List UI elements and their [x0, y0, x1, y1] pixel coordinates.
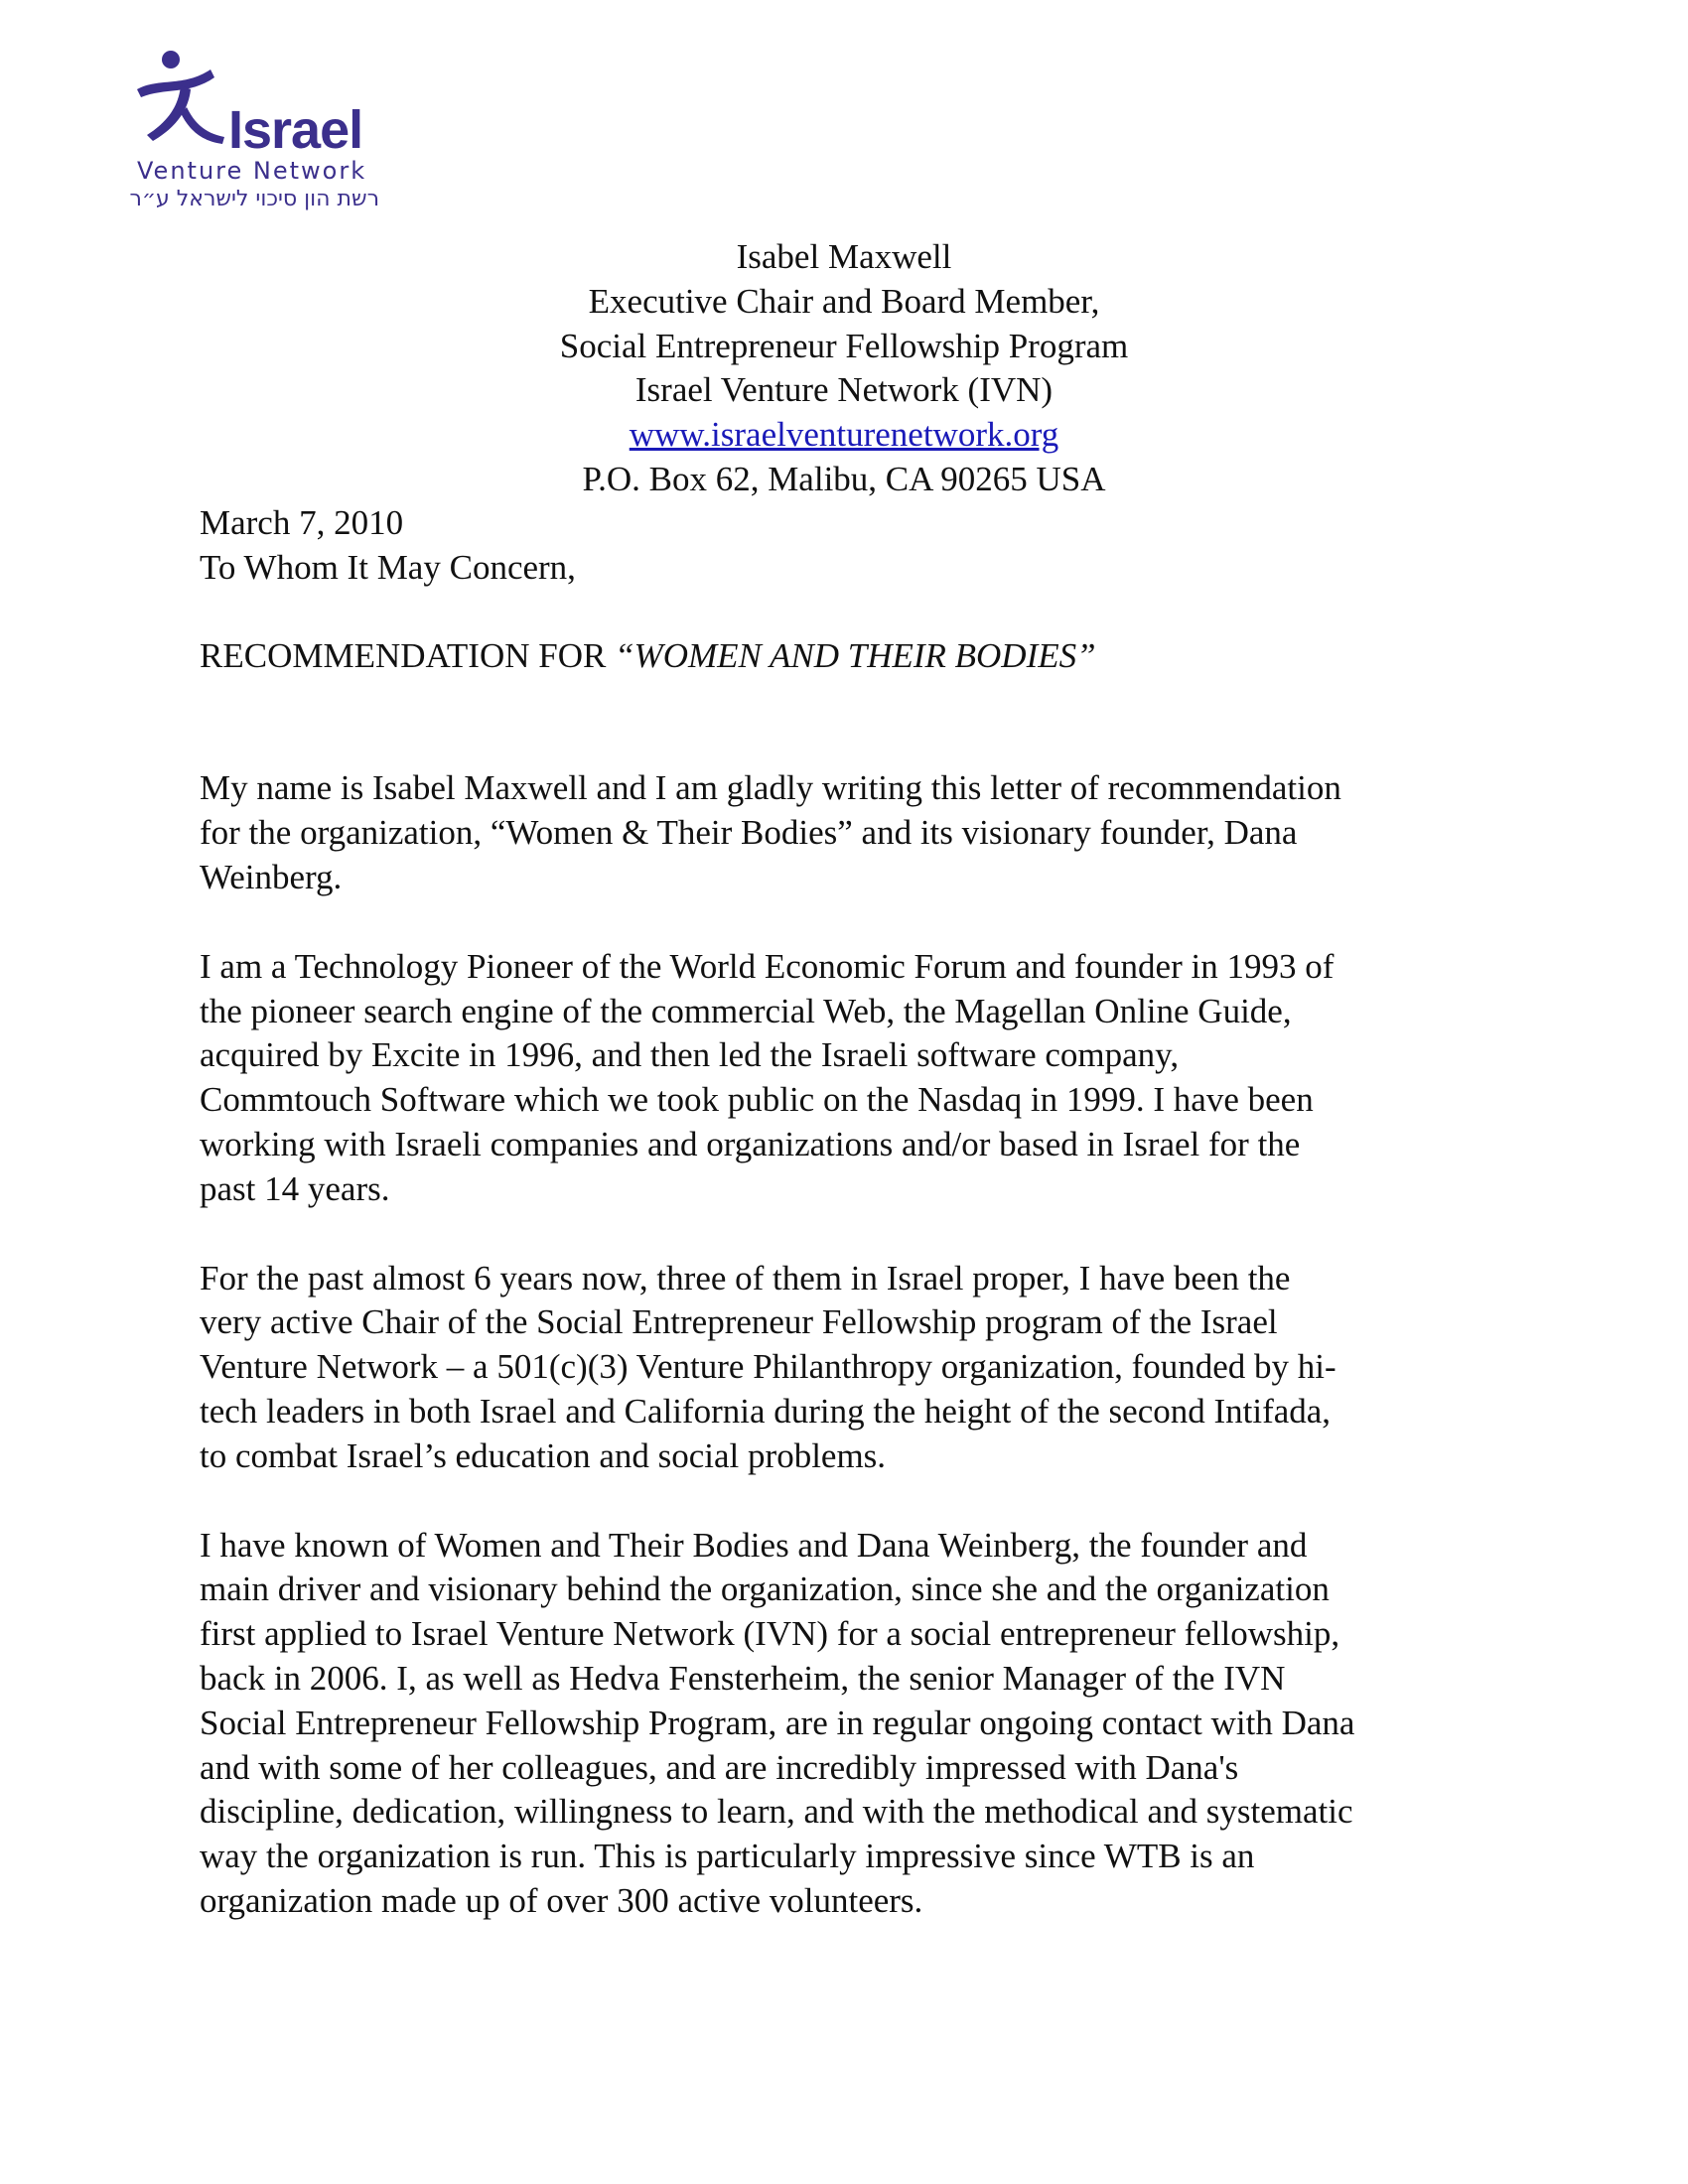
sender-program: Social Entrepreneur Fellowship Program: [559, 326, 1129, 365]
paragraph-line: very active Chair of the Social Entrepreneur Fellowship program of the Israel: [200, 1302, 1278, 1342]
letter-body: [200, 501, 1500, 1924]
paragraph-line: back in 2006. I, as well as Hedva Fensterheim, the senior Manager of the IVN: [200, 1658, 1286, 1698]
leaping-figure-icon: [129, 48, 238, 147]
paragraph-line: main driver and visionary behind the organization, since she and the organization: [200, 1570, 1330, 1609]
paragraph-line: past 14 years.: [200, 1168, 390, 1208]
paragraph-3: [200, 1257, 1500, 1479]
paragraph-line: for the organization, “Women & Their Bodies” and its visionary founder, Dana: [200, 813, 1298, 853]
subject-title: “WOMEN AND THEIR BODIES”: [615, 635, 1096, 675]
paragraph-line: Commtouch Software which we took public on the Nasdaq in 1999. I have been: [200, 1080, 1314, 1120]
paragraph-line: My name is Isabel Maxwell and I am gladly writing this letter of recommendation: [200, 768, 1341, 808]
paragraph-4: [200, 1524, 1500, 1924]
paragraph-line: way the organization is run. This is particularly impressive since WTB is an: [200, 1837, 1255, 1876]
paragraph-line: and with some of her colleagues, and are incredibly impressed with Dana's: [200, 1747, 1239, 1787]
logo-brand-text: Israel: [228, 100, 363, 160]
paragraph-line: first applied to Israel Venture Network (IVN) for a social entrepreneur fellowship,: [200, 1614, 1340, 1654]
paragraph-line: Social Entrepreneur Fellowship Program, are in regular ongoing contact with Dana: [200, 1703, 1355, 1742]
salutation: To Whom It May Concern,: [200, 547, 576, 587]
paragraph-line: discipline, dedication, willingness to learn, and with the methodical and systematic: [200, 1792, 1353, 1832]
logo-hebrew-text: רשת הון סיכוי לישראל ע״ר: [129, 187, 379, 211]
letter-date: March 7, 2010: [200, 503, 404, 542]
logo-tagline: Venture Network: [137, 157, 367, 185]
paragraph-line: tech leaders in both Israel and California during the height of the second Intifada,: [200, 1391, 1332, 1431]
sender-address: P.O. Box 62, Malibu, CA 90265 USA: [582, 459, 1106, 498]
paragraph-line: Weinberg.: [200, 857, 343, 896]
paragraph-2: [200, 945, 1500, 1212]
website-link[interactable]: www.israelventurenetwork.org: [629, 415, 1059, 455]
paragraph-line: working with Israeli companies and organizations and/or based in Israel for the: [200, 1124, 1301, 1163]
sender-title: Executive Chair and Board Member,: [588, 281, 1100, 321]
paragraph-line: I am a Technology Pioneer of the World Economic Forum and founder in 1993 of: [200, 946, 1335, 986]
paragraph-line: I have known of Women and Their Bodies and Dana Weinberg, the founder and: [200, 1525, 1308, 1565]
paragraph-line: For the past almost 6 years now, three of them in Israel proper, I have been the: [200, 1258, 1291, 1297]
letterhead: [0, 235, 1688, 502]
paragraph-line: Venture Network – a 501(c)(3) Venture Philanthropy organization, founded by hi-: [200, 1347, 1336, 1387]
paragraph-line: organization made up of over 300 active volunteers.: [200, 1880, 923, 1920]
paragraph-line: the pioneer search engine of the commercial Web, the Magellan Online Guide,: [200, 991, 1292, 1030]
sender-organization: Israel Venture Network (IVN): [634, 370, 1054, 410]
sender-name: Isabel Maxwell: [736, 237, 952, 276]
paragraph-line: to combat Israel’s education and social problems.: [200, 1435, 887, 1475]
paragraph-1: [200, 766, 1500, 899]
paragraph-line: acquired by Excite in 1996, and then led the Israeli software company,: [200, 1035, 1180, 1075]
subject-line: [200, 634, 1500, 679]
subject-prefix: RECOMMENDATION FOR: [200, 635, 607, 675]
ivn-logo: [129, 48, 377, 216]
